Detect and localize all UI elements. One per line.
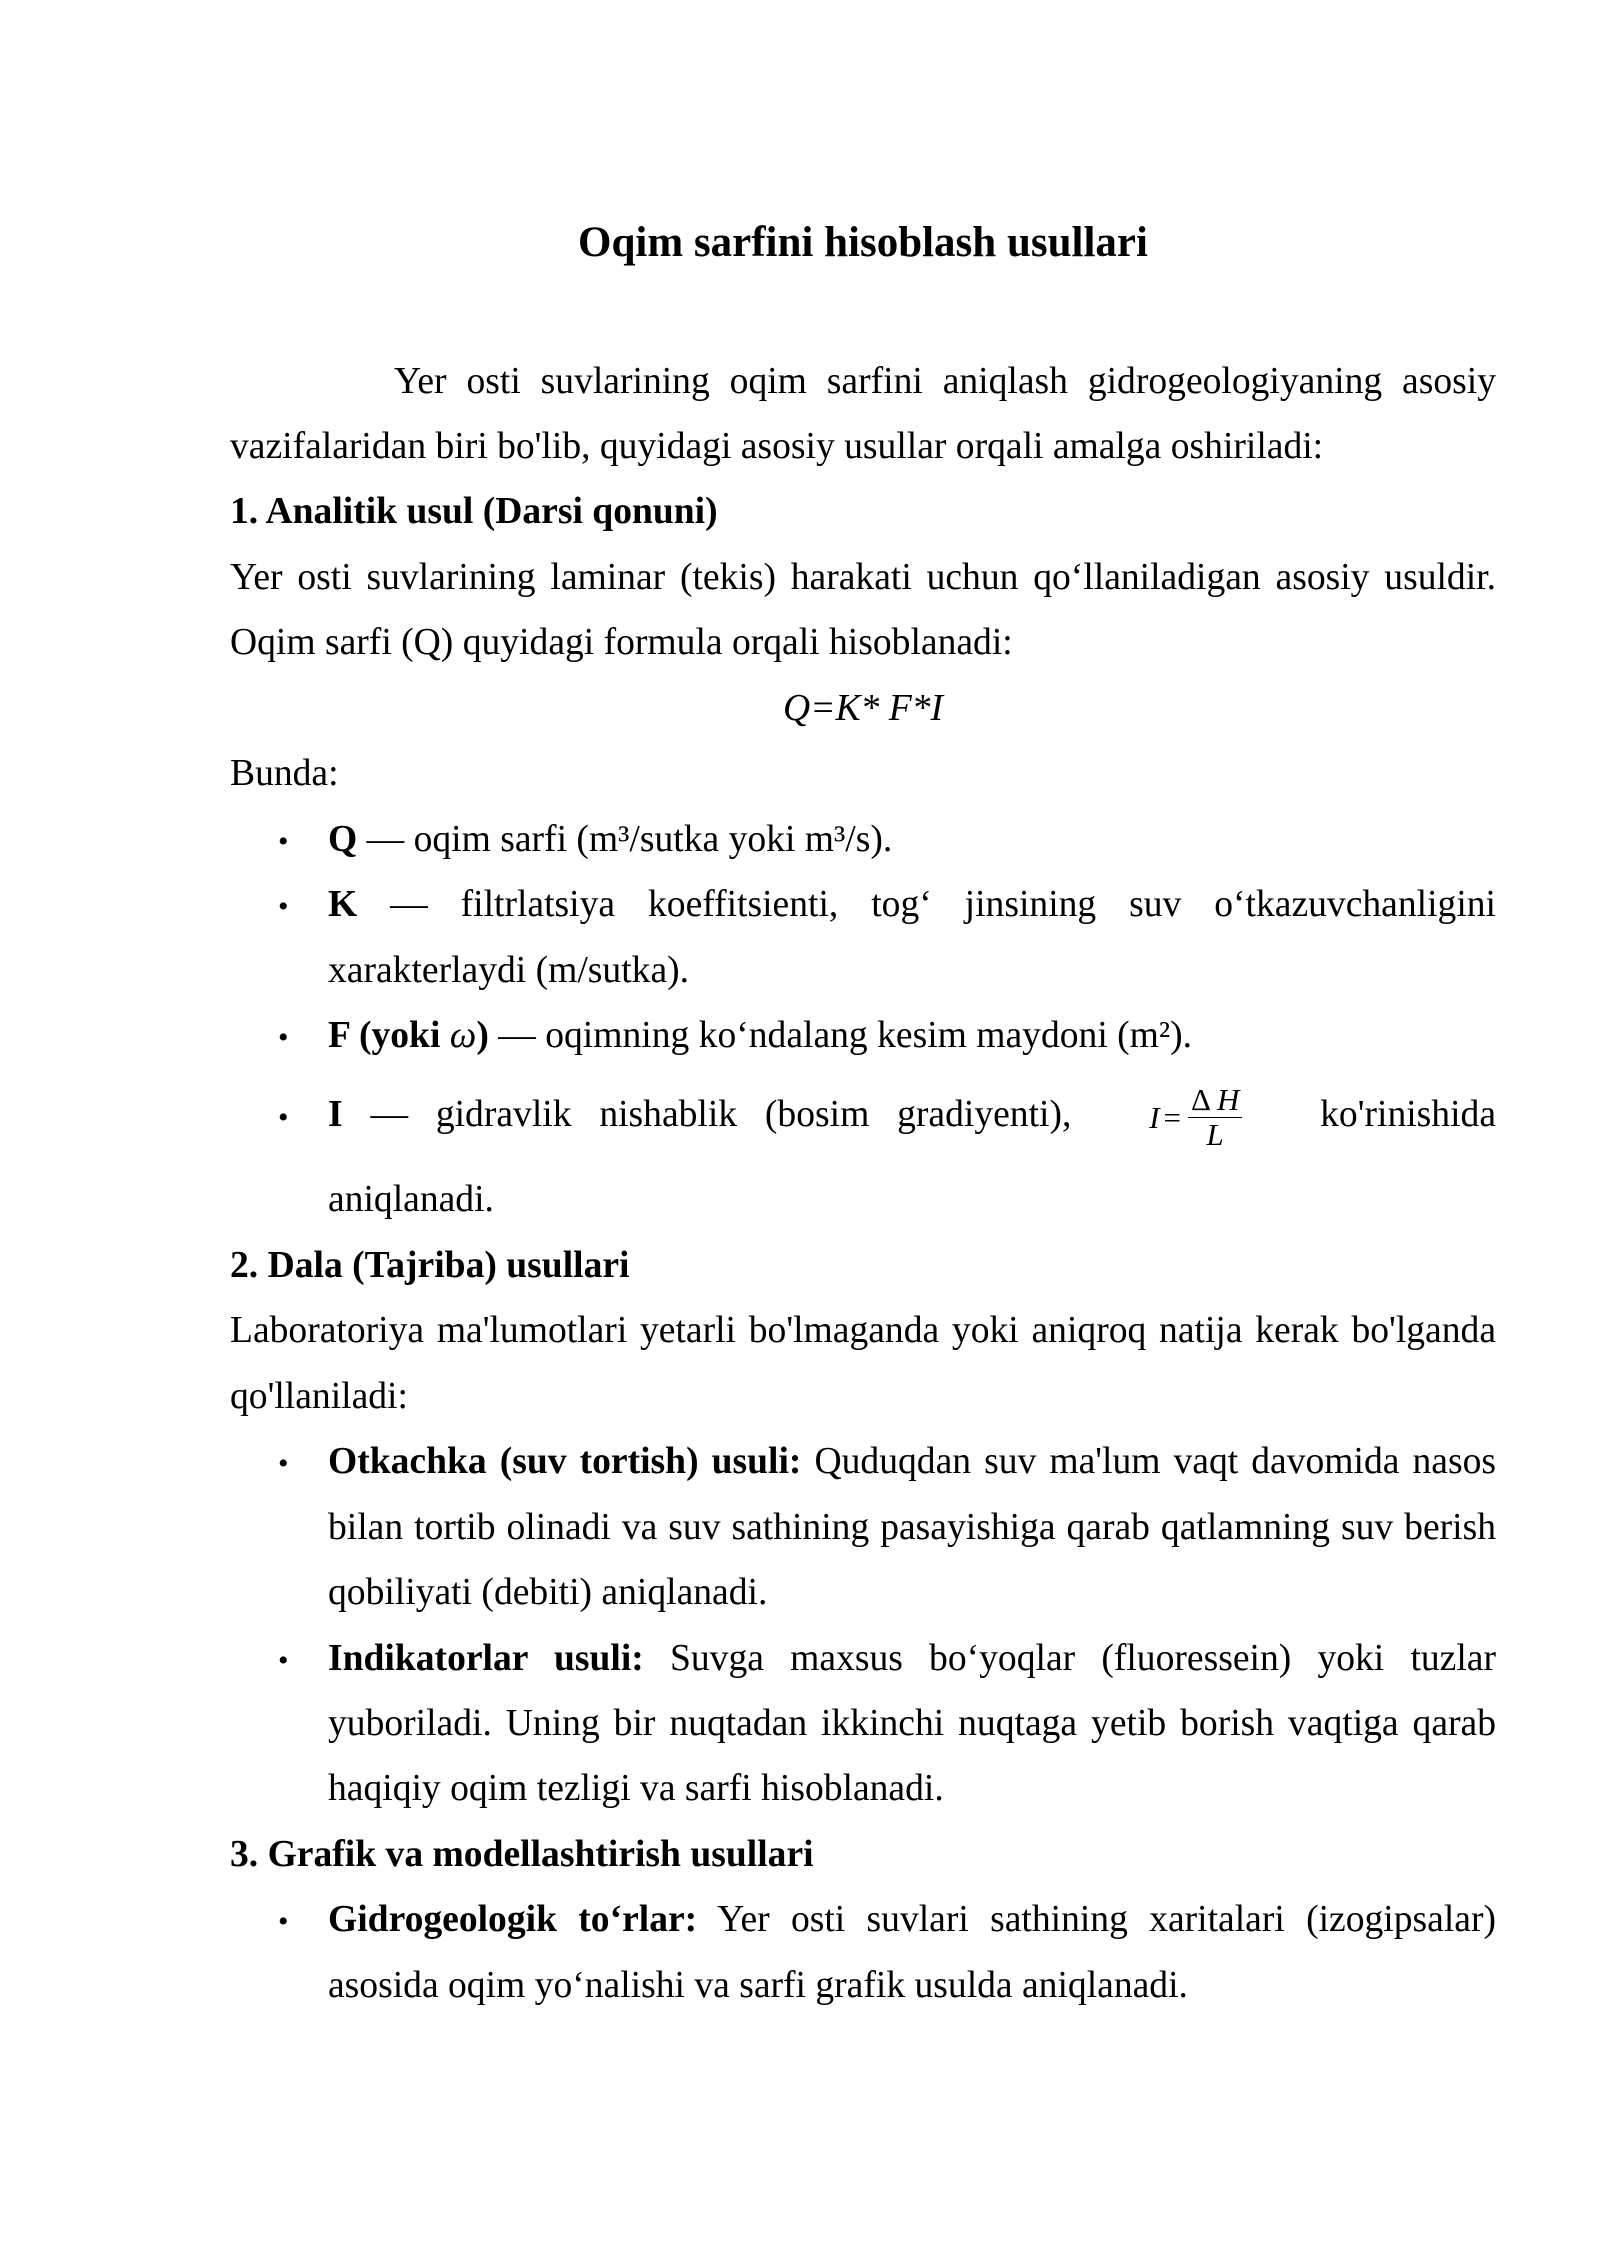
section-paragraph: Yer osti suvlarining laminar (tekis) harakati uchun qo‘llaniladigan asosiy usuldir. Oqim sarfi (Q) quyidagi formula orqali hisoblanadi: (230, 556, 1496, 664)
section-field-methods (230, 1233, 1496, 1822)
list-item-k (230, 872, 1496, 1003)
variable-symbol: F (yoki (328, 1015, 450, 1057)
formula-numerator (1188, 1083, 1242, 1118)
list-item-f (230, 1003, 1496, 1068)
method-description: Suvga maxsus bo‘yoqlar (fluoressein) yoki tuzlar yuboriladi. Uning bir nuqtadan ikkinchi nuqtaga yetib borish vaqtiga qarab haqiqiy oqim tezligi va sarfi hisoblanadi. (328, 1637, 1496, 1810)
bullet-icon: • (278, 824, 289, 858)
variable-description: — filtrlatsiya koeffitsienti, tog‘ jinsining suv o‘tkazuvchanligini xarakterlaydi (m/sutka). (328, 884, 1496, 991)
numerator-variable: H (1216, 1082, 1240, 1118)
variable-description-continued: ko'rinishida aniqlanadi. (328, 1094, 1496, 1221)
darcy-formula: Q=K* F*I (782, 687, 943, 729)
bullet-icon: • (278, 1905, 289, 1939)
method-name: Indikatorlar usuli: (328, 1637, 644, 1679)
formula-denominator: L (1206, 1117, 1224, 1153)
section-heading: 1. Analitik usul (Darsi qonuni) (230, 491, 718, 533)
section-graphic-methods (230, 1822, 1496, 2018)
variable-description: — oqim sarfi (m³/sutka yoki m³/s). (357, 818, 893, 860)
formula-fraction (1188, 1083, 1242, 1152)
list-item-pumping (230, 1429, 1496, 1625)
method-name: Otkachka (suv tortish) usuli: (328, 1441, 802, 1483)
method-description: Yer osti suvlari sathining xaritalari (izogipsalar) asosida oqim yo‘nalishi va sarfi grafik usulda aniqlanadi. (328, 1899, 1496, 2006)
bullet-icon: • (278, 890, 289, 924)
document-body (230, 213, 1496, 2018)
variable-symbol: K (328, 884, 358, 926)
list-item-flow-nets (230, 1887, 1496, 2018)
bullet-icon: • (278, 1447, 289, 1481)
formula-lhs: I (1149, 1100, 1160, 1136)
hydraulic-gradient-formula (1149, 1068, 1242, 1167)
page-title: Oqim sarfini hisoblash usullari (578, 219, 1148, 266)
list-item-q (230, 807, 1496, 872)
section-heading: 2. Dala (Tajriba) usullari (230, 1244, 630, 1286)
formula-equals: = (1163, 1100, 1181, 1136)
variable-greek-symbol: ω (449, 1015, 477, 1057)
variable-description: — gidravlik nishablik (bosim gradiyenti), (342, 1094, 1100, 1136)
section-heading: 3. Grafik va modellashtirish usullari (230, 1833, 814, 1875)
method-list (230, 1887, 1496, 2018)
variable-symbol-close: ) (476, 1015, 489, 1057)
variable-list (230, 807, 1496, 1233)
variable-symbol: Q (328, 818, 358, 860)
bullet-icon: • (278, 1100, 289, 1134)
list-item-indicators (230, 1626, 1496, 1822)
variable-description: — oqimning ko‘ndalang kesim maydoni (m²). (488, 1015, 1193, 1057)
intro-paragraph: Yer osti suvlarining oqim sarfini aniqlash gidrogeologiyaning asosiy vazifalaridan biri bo'lib, quyidagi asosiy usullar orqali amalga oshiriladi: (230, 360, 1496, 467)
bullet-icon: • (278, 1021, 289, 1055)
numerator-delta: Δ (1191, 1082, 1211, 1118)
method-list (230, 1429, 1496, 1822)
method-description: Quduqdan suv ma'lum vaqt davomida nasos bilan tortib olinadi va suv sathining pasayishiga qarab qatlamning suv berish qobiliyati (debiti) aniqlanadi. (328, 1441, 1496, 1614)
section-paragraph: Laboratoriya ma'lumotlari yetarli bo'lmaganda yoki aniqroq natija kerak bo'lganda qo'llaniladi: (230, 1310, 1496, 1417)
legend-intro: Bunda: (230, 753, 339, 795)
bullet-icon: • (278, 1643, 289, 1677)
method-name: Gidrogeologik to‘rlar: (328, 1899, 698, 1941)
variable-symbol: I (328, 1094, 343, 1136)
section-analytic-method (230, 479, 1496, 1232)
list-item-i (230, 1068, 1496, 1232)
